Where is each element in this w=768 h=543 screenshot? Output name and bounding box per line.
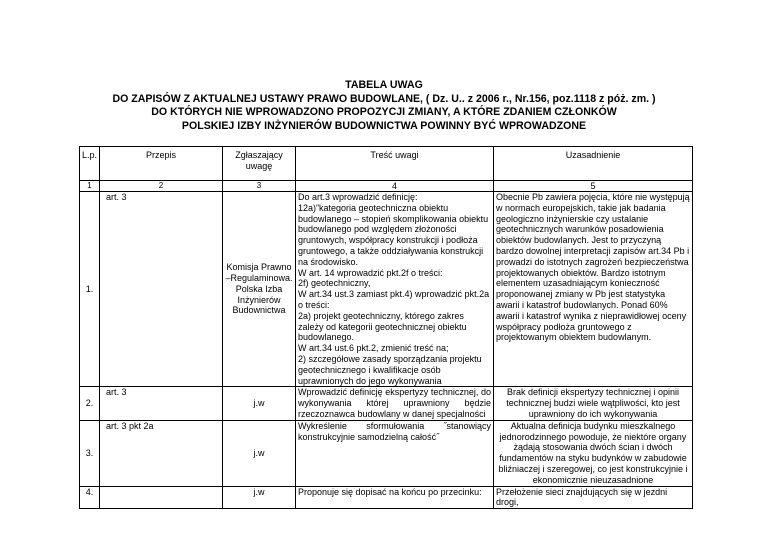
row-tresc: Do art.3 wprowadzić definicję: 12a)”kategoria geotechniczna obiektu budowlanego – stopień skomplikowania obiektu budowlanego pod względem złożoności gruntowych, współpracy konstrukcji i podłoża gruntowego, a także oddziaływania konstrukcji na środowisko. W art. 14 wprowadzić pkt.2f o treści: 2f) geotechniczny, W art.34 ust.3 zamiast pkt.4) wprowadzić pkt.2a o treści: 2a) projekt geotechniczny, którego zakres zależy od kategorii geotechnicznej obiektu budowlanego. W art.34 ust.6 pkt.2, zmienić treść na; 2) szczegółowe zasady sporządzania projektu geotechnicznego i kwalifikacje osób uprawnionych do jego wykonywania [296,192,494,387]
column-number-row [80,181,693,192]
column-number: 3 [223,181,296,192]
title-line: POLSKIEJ IZBY INŻYNIERÓW BUDOWNICTWA POWINNY BYĆ WPROWADZONE [181,119,587,132]
table-row [80,420,693,486]
document-title [0,79,768,133]
column-number: 5 [494,181,693,192]
row-zglaszajacy: j.w [223,387,296,420]
row-uzasadnienie: Aktualna definicja budynku mieszkalnego jednorodzinnego powoduje, że niektóre organy żądają stosowania dwóch ścian i dwóch fundamentów na styku budynków w zabudowie bliźniaczej i szeregowej, co jest konstrukcyjnie i ekonomicznie nieuzasadnione [494,420,693,486]
row-uzasadnienie: Przełożenie sieci znajdujących się w jezdni drogi, [494,486,693,509]
row-tresc: Wykreślenie sformułowania ˝stanowiący konstrukcyjnie samodzielną całość˝ [296,420,494,486]
table-row [80,486,693,509]
row-przepis: art. 3 pkt 2a [100,420,223,486]
row-uzasadnienie: Brak definicji ekspertyzy technicznej i opinii technicznej budzi wiele wątpliwości, kto jest uprawniony do ich wykonywania [494,387,693,420]
table-row [80,387,693,420]
row-lp: 4. [80,486,100,509]
column-number: 2 [100,181,223,192]
row-zglaszajacy: j.w [223,486,296,509]
title-line: DO KTÓRYCH NIE WPROWADZONO PROPOZYCJI ZMIANY, A KTÓRE ZDANIEM CZŁONKÓW [151,106,617,119]
row-zglaszajacy: j.w [223,420,296,486]
title-line: DO ZAPISÓW Z AKTUALNEJ USTAWY PRAWO BUDOWLANE, ( Dz. U.. z 2006 r., Nr.156, poz.1118 z póż. zm. ) [112,92,656,105]
row-przepis: art. 3 [100,192,223,387]
header-zglaszajacy: Zgłaszający uwagę [223,147,296,181]
header-tresc: Treść uwagi [296,147,494,181]
remarks-table [79,146,693,509]
header-uzasadnienie: Uzasadnienie [494,147,693,181]
row-tresc: Proponuje się dopisać na końcu po przecinku: [296,486,494,509]
header-row [80,147,693,181]
row-przepis [100,486,223,509]
table-row [80,192,693,387]
column-number: 4 [296,181,494,192]
row-lp: 2. [80,387,100,420]
row-lp: 1. [80,192,100,387]
row-uzasadnienie: Obecnie Pb zawiera pojęcia, które nie występują w normach europejskich, takie jak badania geologiczno inżynierskie czy ustalanie geotechnicznych warunków posadowienia obiektów budowlanych. Jest to przyczyną bardzo dowolnej interpretacji zapisów art.34 Pb i prowadzi do istotnych zagrożeń bezpieczeństwa projektowanych obiektów. Bardzo istotnym elementem uzasadniającym konieczność proponowanej zmiany w Pb jest statystyka awarii i katastrof budowlanych. Ponad 60% awarii i katastrof wynika z nieprawidłowej oceny współpracy podłoża gruntowego z projektowanym obiektem budowlanym. [494,192,693,387]
header-lp: L.p. [80,147,100,181]
header-przepis: Przepis [100,147,223,181]
column-number: 1 [80,181,100,192]
row-zglaszajacy: Komisja Prawno –Regulaminowa. Polska Izba Inżynierów Budownictwa [223,192,296,387]
row-przepis: art. 3 [100,387,223,420]
title-line: TABELA UWAG [345,79,423,91]
row-lp: 3. [80,420,100,486]
row-tresc: Wprowadzić definicję ekspertyzy technicznej, do wykonywania której uprawniony będzie rzeczoznawca budowlany w danej specjalności [296,387,494,420]
